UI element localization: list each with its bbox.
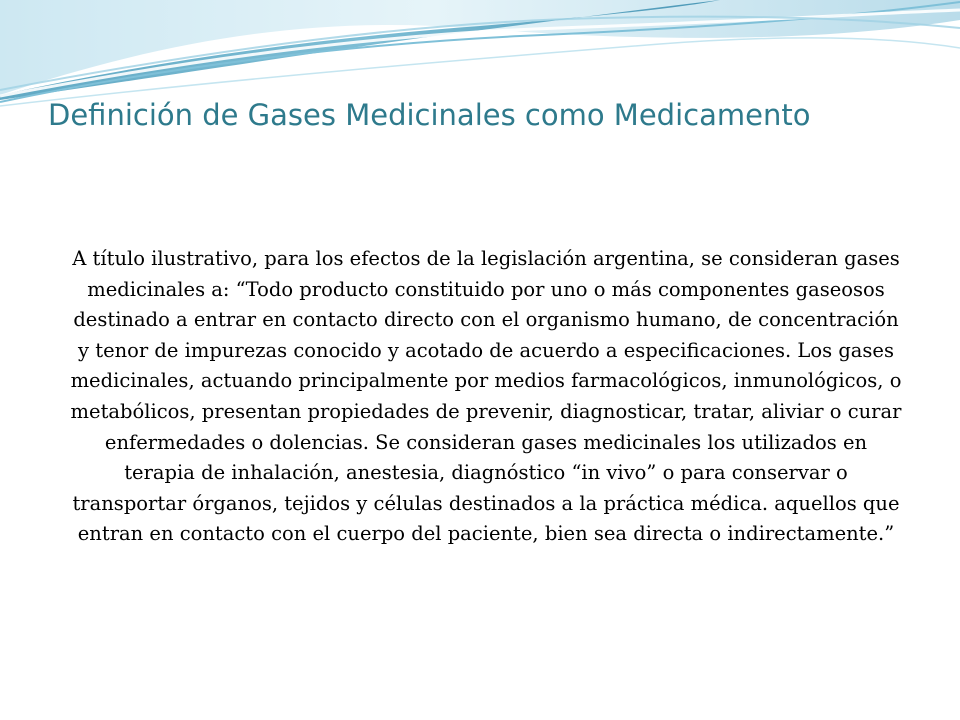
slide-body-text: A título ilustrativo, para los efectos de la legislación argentina, se consideran gases medicinales a: “Todo producto constituido por uno o más componentes gaseosos destinado a entrar en contacto directo con el organismo humano, de concentración y tenor de impurezas conocido y acotado de acuerdo a especificaciones. Los gases medicinales, actuando principalmente por medios farmacológicos, inmunológicos, o metabólicos, presentan propiedades de prevenir, diagnosticar, tratar, aliviar o curar enfermedades o dolencias. Se consideran gases medicinales los utilizados en terapia de inhalación, anestesia, diagnóstico “in vivo” o para conservar o transportar órganos, tejidos y células destinados a la práctica médica. aquellos que entran en contacto con el cuerpo del paciente, bien sea directa o indirectamente.” [70,247,902,546]
slide-title: Definición de Gases Medicinales como Medicamento [48,98,811,132]
wave-background-band [0,0,960,95]
